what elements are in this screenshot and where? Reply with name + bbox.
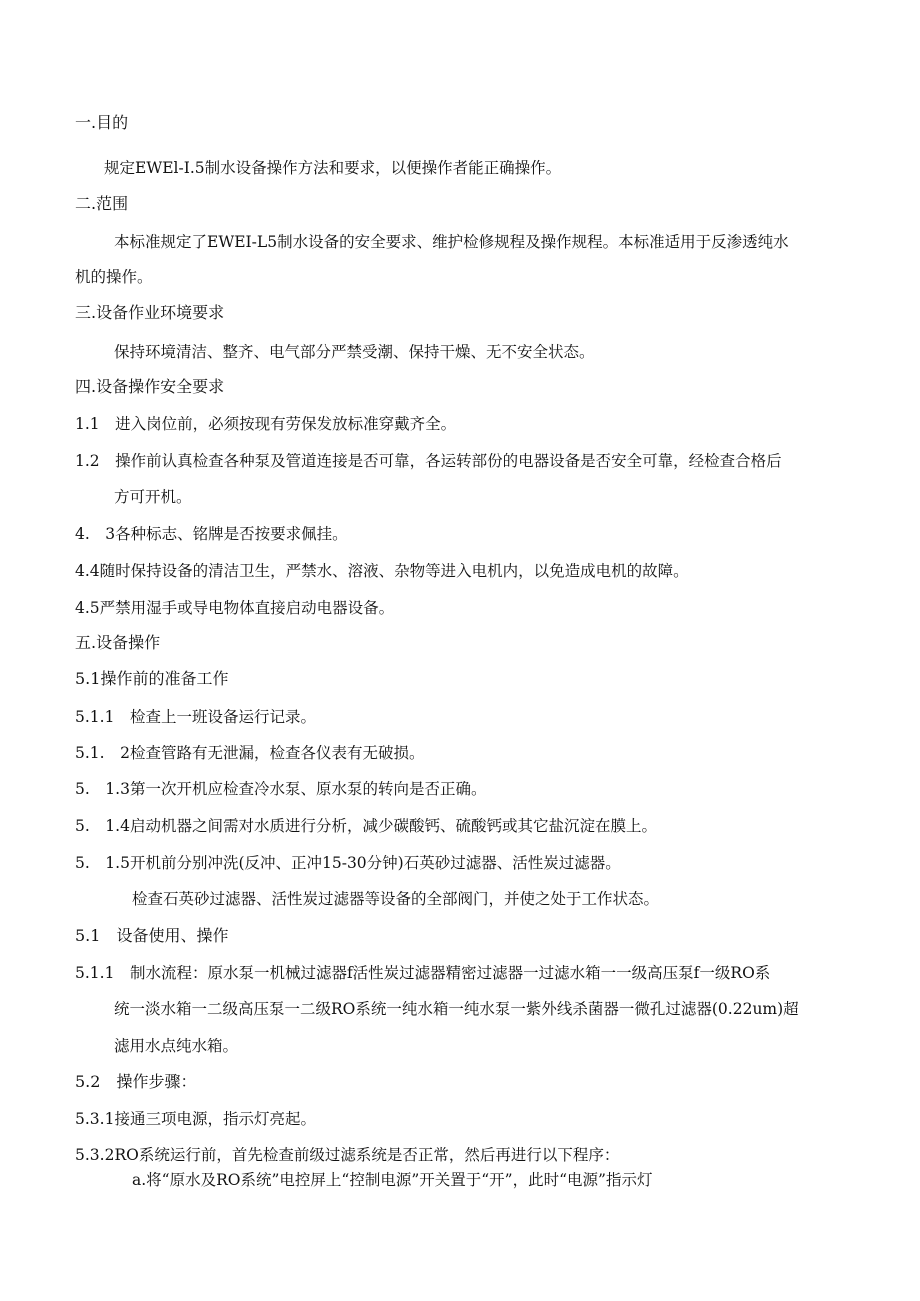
- subheading-preparation: 5.1操作前的准备工作: [75, 669, 229, 688]
- heading-safety: 四.设备操作安全要求: [75, 377, 225, 396]
- item-flow-line2: 统一淡水箱一二级高压泵一二级RO系统一纯水箱一纯水泵一紫外线杀菌器一微孔过滤器(0.22um)超: [114, 1000, 799, 1018]
- heading-scope: 二.范围: [75, 194, 129, 213]
- heading-operation: 五.设备操作: [75, 633, 161, 652]
- subheading-steps: 5.2 操作步骤：: [75, 1072, 197, 1091]
- item-flow-line3: 滤用水点纯水箱。: [114, 1037, 239, 1055]
- item-5-3-2: 5.3.2RO系统运行前，首先检查前级过滤系统是否正常，然后再进行以下程序：: [75, 1146, 620, 1164]
- item-1-2-line1: 1.2 操作前认真检查各种泵及管道连接是否可靠，各运转部份的电器设备是否安全可靠，经检查合格后: [75, 452, 782, 470]
- item-5-1-4: 5. 1.4启动机器之间需对水质进行分析，减少碳酸钙、硫酸钙或其它盐沉淀在膜上。: [75, 817, 657, 835]
- heading-environment: 三.设备作业环境要求: [75, 303, 225, 322]
- item-step-a: a.将“原水及RO系统”电控屏上“控制电源”开关置于“开”，此时“电源”指示灯: [132, 1171, 653, 1189]
- item-5-1-1: 5.1.1 检查上一班设备运行记录。: [75, 708, 316, 726]
- item-flow-line1: 5.1.1 制水流程：原水泵一机械过滤器f活性炭过滤器精密过滤器一过滤水箱一一级高压泵f一级RO系: [75, 964, 771, 982]
- paragraph-purpose: 规定EWEl-I.5制水设备操作方法和要求，以便操作者能正确操作。: [104, 159, 562, 177]
- item-1-2-line2: 方可开机。: [114, 488, 192, 506]
- item-5-3-1: 5.3.1接通三项电源，指示灯亮起。: [75, 1110, 316, 1128]
- item-5-1-5: 5. 1.5开机前分别冲洗(反冲、正冲15-30分钟)石英砂过滤器、活性炭过滤器。: [75, 854, 621, 872]
- item-4-5: 4.5严禁用湿手或导电物体直接启动电器设备。: [75, 599, 395, 617]
- subheading-usage: 5.1 设备使用、操作: [75, 926, 229, 945]
- paragraph-scope-line2: 机的操作。: [75, 268, 153, 286]
- paragraph-check-valves: 检查石英砂过滤器、活性炭过滤器等设备的全部阀门，并使之处于工作状态。: [132, 890, 660, 908]
- paragraph-environment: 保持环境清洁、整齐、电气部分严禁受潮、保持干燥、无不安全状态。: [114, 343, 595, 361]
- item-4-4: 4.4随时保持设备的清洁卫生，严禁水、溶液、杂物等进入电机内，以免造成电机的故障。: [75, 562, 689, 580]
- item-5-1-3: 5. 1.3第一次开机应检查冷水泵、原水泵的转向是否正确。: [75, 780, 487, 798]
- item-5-1-2: 5.1. 2检查管路有无泄漏，检查各仪表有无破损。: [75, 744, 425, 762]
- paragraph-scope-line1: 本标准规定了EWEI-L5制水设备的安全要求、维护检修规程及操作规程。本标准适用于反渗透纯水: [114, 233, 789, 251]
- heading-purpose: 一.目的: [75, 113, 129, 132]
- item-1-1: 1.1 进入岗位前，必须按现有劳保发放标准穿戴齐全。: [75, 415, 457, 433]
- item-4-3: 4. 3各种标志、铭牌是否按要求佩挂。: [75, 525, 348, 543]
